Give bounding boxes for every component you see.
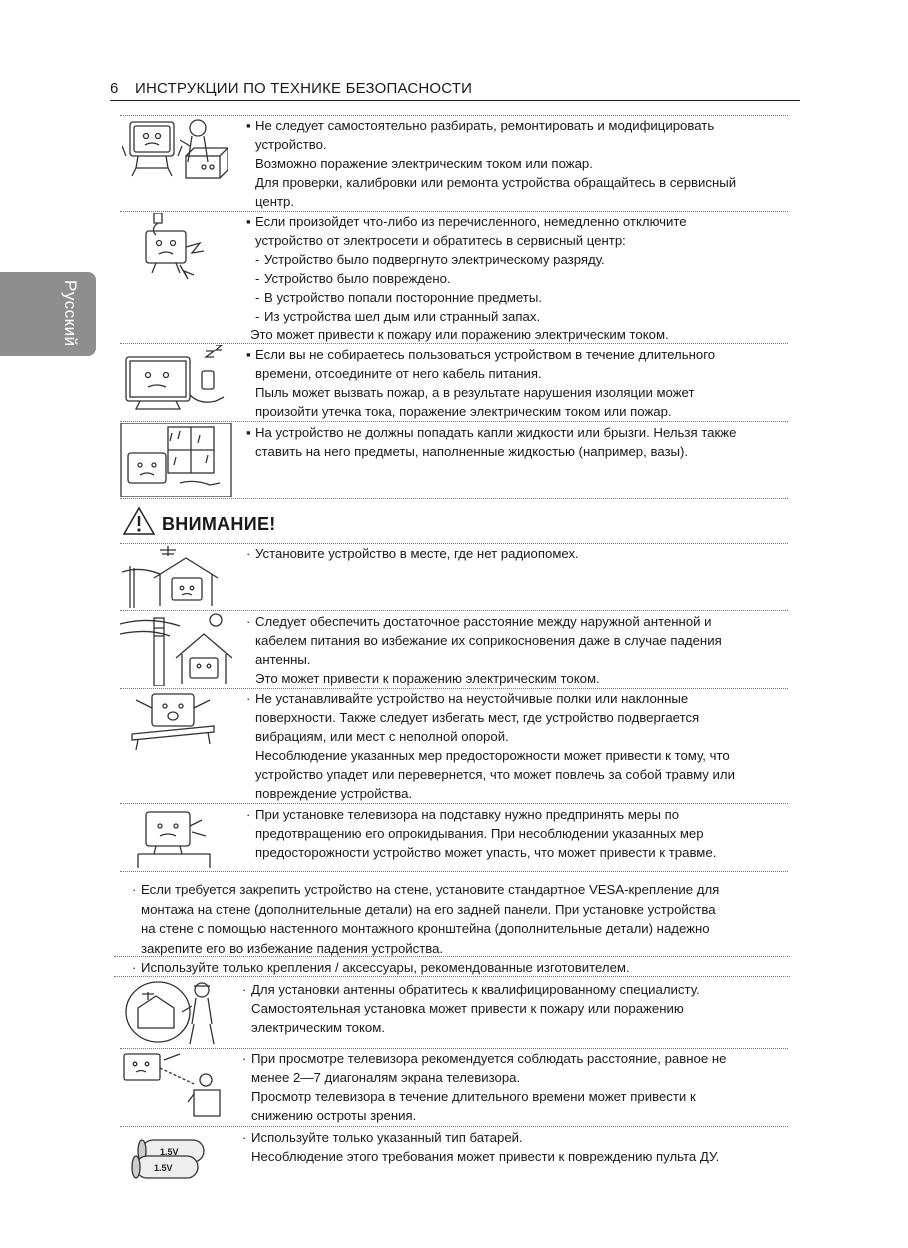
bullet: · [242, 1130, 247, 1145]
section-unplug: ▪ Если вы не собираетесь пользоваться устройством в течение длительного времени, отсоедините от него кабель питания. Пыль может вызвать пожар, а в результате нарушения изоляции может произойти утечка тока, поражение электрическим током или пожар. [246, 347, 716, 419]
divider [120, 498, 788, 499]
bullet: · [242, 1051, 247, 1066]
section-stand: · При установке телевизора на подставку нужно предпринять меры по предотвращению его опрокидывания. При несоблюдении указанных мер предосторожности устройство может упасть, что может привести к травме. [246, 807, 717, 860]
divider [120, 1048, 788, 1049]
section-disassembly: ▪ Не следует самостоятельно разбирать, ремонтировать и модифицировать устройство. Возможно поражение электрическим током или пожар. Для проверки, калибровки или ремонта устройства обращайтесь в сервисный центр. [246, 118, 737, 209]
language-tab[interactable] [0, 272, 96, 356]
house-antenna-illustration [120, 544, 232, 608]
divider [120, 610, 788, 611]
section-radio: · Установите устройство в месте, где нет радиопомех. [246, 545, 579, 564]
tv-tilting-illustration [126, 690, 220, 750]
page-header [110, 78, 800, 101]
warning-icon [122, 506, 156, 536]
bullet: ▪ [246, 347, 251, 362]
bullet: ▪ [246, 425, 251, 440]
battery-label: 1.5V [160, 1147, 179, 1157]
battery-label: 1.5V [154, 1163, 173, 1173]
section-antenna-distance: · Следует обеспечить достаточное расстояние между наружной антенной и кабелем питания во избежание их соприкосновения даже в случае падения антенны. Это может привести к поражению электрическим током. [246, 614, 722, 686]
batteries-illustration [130, 1134, 212, 1184]
tv-stand-illustration [136, 806, 212, 868]
bullet: ▪ [246, 118, 251, 133]
bullet: · [246, 546, 251, 561]
section-accessories: · Используйте только крепления / аксессуары, рекомендованные изготовителем. [132, 959, 630, 978]
section-liquids: ▪ На устройство не должны попадать капли жидкости или брызги. Нельзя также ставить на него предметы, наполненные жидкостью (например, вазы). [246, 425, 737, 459]
bullet: · [132, 960, 137, 975]
antenna-cable-illustration [120, 612, 232, 686]
tv-smoke-illustration [140, 213, 210, 281]
bullet: · [246, 691, 251, 706]
caution-title: ВНИМАНИЕ! [162, 514, 276, 534]
section-wall-mount: · Если требуется закрепить устройство на стене, установите стандартное VESA-крепление для монтажа на стене (дополнительные детали) на его задней панели. При установке устройства на стене с помощью настенного монтажного кронштейна (дополнительные детали) надежно закрепите его во избежание падения устройства. [132, 882, 720, 956]
bullet: · [242, 982, 247, 997]
bullet: ▪ [246, 214, 251, 229]
viewing-distance-illustration [120, 1050, 232, 1118]
tv-unplugged-illustration [120, 345, 230, 417]
tv-window-rain-illustration [120, 423, 232, 497]
bullet: · [246, 614, 251, 629]
divider [120, 1126, 788, 1127]
section-emergency: ▪ Если произойдет что-либо из перечисленного, немедленно отключите устройство от электросети и обратитесь в сервисный центр: - Устройство было подвергнуто электрическому разряду. - Устройство было повреждено. - В устройство попали посторонние предметы. - Из устройства шел дым или странный запах. Это может привести к пожару или поражению электрическим током. [246, 214, 687, 343]
bullet: · [132, 882, 137, 897]
page-number: 6 [110, 80, 119, 97]
section-batteries: · Используйте только указанный тип батарей. Несоблюдение этого требования может привести к повреждению пульта ДУ. [242, 1130, 720, 1164]
technician-antenna-illustration [124, 978, 222, 1046]
bullet: · [246, 807, 251, 822]
section-antenna-install: · Для установки антенны обратитесь к квалифицированному специалисту. Самостоятельная установка может привести к пожару или поражению электрическим током. [242, 982, 700, 1035]
section-unstable: · Не устанавливайте устройство на неустойчивые полки или наклонные поверхности. Также следует избегать мест, где устройство подвергается вибрациям, или мест с неполной опорой. Несоблюдение указанных мер предосторожности может привести к тому, что устройство упадет или перевернется, что может повлечь за собой травму или повреждение устройства. [246, 691, 735, 801]
tv-repair-illustration [122, 116, 228, 184]
page-title: ИНСТРУКЦИИ ПО ТЕХНИКЕ БЕЗОПАСНОСТИ [135, 80, 473, 97]
divider [120, 871, 788, 872]
section-viewing-distance: · При просмотре телевизора рекомендуется соблюдать расстояние, равное не менее 2—7 диагоналям экрана телевизора. Просмотр телевизора в течение длительного времени может привести к снижению остроты зрения. [242, 1051, 727, 1123]
language-tab-label: Русский [61, 280, 80, 347]
